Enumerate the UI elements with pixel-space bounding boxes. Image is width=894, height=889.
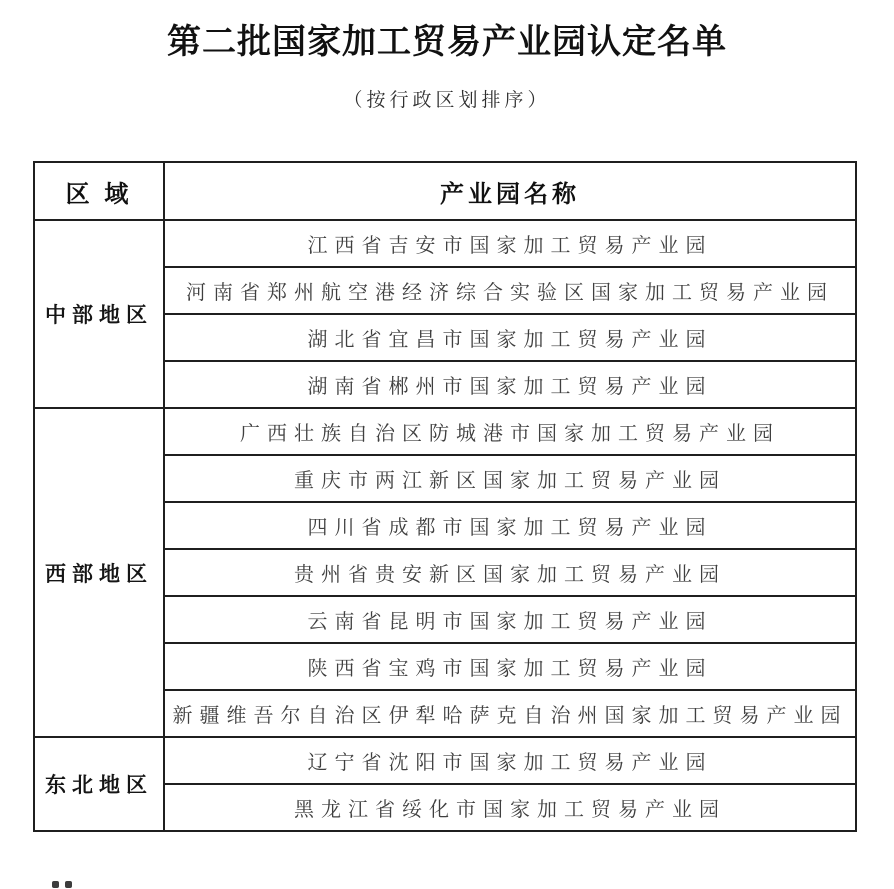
table-header-row xyxy=(34,162,856,220)
park-name-cell: 新疆维吾尔自治区伊犁哈萨克自治州国家加工贸易产业园 xyxy=(164,690,856,737)
park-name-cell: 广西壮族自治区防城港市国家加工贸易产业园 xyxy=(164,408,856,455)
page-subtitle: （按行政区划排序） xyxy=(343,90,551,111)
park-name-cell: 贵州省贵安新区国家加工贸易产业园 xyxy=(164,549,856,596)
cutoff-text-fragment xyxy=(52,881,72,888)
table-row xyxy=(34,737,856,784)
page-title: 第二批国家加工贸易产业园认定名单 xyxy=(167,23,727,61)
park-name-cell: 云南省昆明市国家加工贸易产业园 xyxy=(164,596,856,643)
cutoff-dot xyxy=(52,881,59,888)
park-name-cell: 辽宁省沈阳市国家加工贸易产业园 xyxy=(164,737,856,784)
park-name-cell: 江西省吉安市国家加工贸易产业园 xyxy=(164,220,856,267)
cutoff-dot xyxy=(65,881,72,888)
table-row xyxy=(34,220,856,267)
park-name-cell: 河南省郑州航空港经济综合实验区国家加工贸易产业园 xyxy=(164,267,856,314)
park-name-cell: 湖南省郴州市国家加工贸易产业园 xyxy=(164,361,856,408)
park-name-cell: 陕西省宝鸡市国家加工贸易产业园 xyxy=(164,643,856,690)
park-name-header-cell: 产业园名称 xyxy=(164,162,856,220)
park-name-cell: 重庆市两江新区国家加工贸易产业园 xyxy=(164,455,856,502)
park-name-cell: 湖北省宜昌市国家加工贸易产业园 xyxy=(164,314,856,361)
region-cell-central: 中部地区 xyxy=(34,220,164,408)
parks-table xyxy=(33,161,857,832)
table-row xyxy=(34,408,856,455)
park-name-cell: 四川省成都市国家加工贸易产业园 xyxy=(164,502,856,549)
region-header-cell: 区 域 xyxy=(34,162,164,220)
region-cell-northeast: 东北地区 xyxy=(34,737,164,831)
region-cell-western: 西部地区 xyxy=(34,408,164,737)
park-name-cell: 黑龙江省绥化市国家加工贸易产业园 xyxy=(164,784,856,831)
